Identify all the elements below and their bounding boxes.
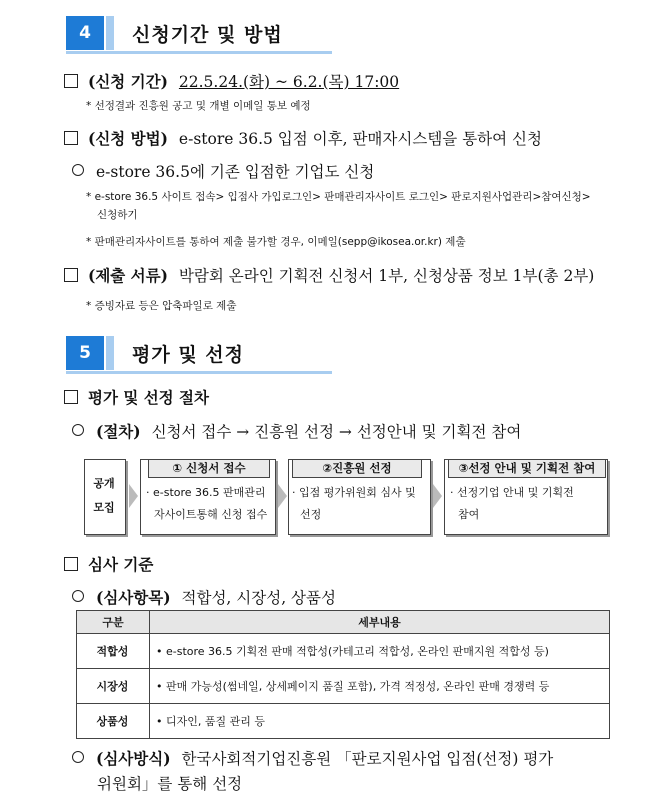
table-header: 세부내용 [150,611,610,634]
checkbox-icon [64,557,78,571]
criteria-title: 심사 기준 [88,555,154,574]
checkbox-icon [64,390,78,404]
flow-left-label-2: 모집 [93,501,115,514]
table-header: 구분 [77,611,150,634]
table-cell-value: • e-store 36.5 기획전 판매 적합성(카테고리 적합성, 온라인 판매지원 적합성 등) [150,634,610,669]
flow-step-2-body [292,482,416,526]
section-5-header [66,336,244,370]
circle-bullet-icon [72,751,84,763]
checkbox-icon [64,131,78,145]
period-line [64,70,399,92]
flow-arrow-icon [278,484,287,508]
section-rule [66,51,332,54]
docs-note: * 증빙자료 등은 압축파일로 제출 [86,300,237,312]
process-title-line [64,386,209,408]
circle-bullet-icon [72,590,84,602]
period-label: (신청 기간) [88,72,168,91]
flow-step-3-line1: · 선정기업 안내 및 기획전 [450,486,574,499]
flow-step-3-body [450,482,574,526]
circle-bullet-icon [72,424,84,436]
docs-line [64,264,594,286]
path-note-1: * e-store 36.5 사이트 접속> 입점사 가입로그인> 판매관리자사이트 로그인> 판로지원사업관리>참여신청> [86,191,591,203]
docs-label: (제출 서류) [88,266,168,285]
section-bar [106,336,114,370]
flow-step-1-line1: · e-store 36.5 판매관리 [146,486,266,499]
section-number: 4 [66,16,104,50]
table-header-row [77,611,610,634]
criteria-title-line [64,553,153,575]
table-cell-key: 상품성 [77,704,150,739]
criteria-table [76,610,610,739]
flow-arrow-icon [433,484,442,508]
flow-step-1-head: ① 신청서 접수 [148,459,270,478]
checkbox-icon [64,74,78,88]
table-row [77,704,610,739]
flow-step-2-line2: 선정 [300,508,322,521]
method-eval-label: (심사방식) [96,749,171,768]
path-note-2: 신청하기 [97,209,138,221]
section-title: 신청기간 및 방법 [132,23,283,46]
table-cell-value: • 디자인, 품질 관리 등 [150,704,610,739]
method-eval-value-2: 위원회」를 통해 선정 [97,775,243,793]
process-label: (절차) [96,422,141,441]
table-cell-value: • 판매 가능성(썸네일, 상세페이지 품질 포함), 가격 적정성, 온라인 판매 경쟁력 등 [150,669,610,704]
period-note: * 선정결과 진흥원 공고 및 개별 이메일 통보 예정 [86,100,311,112]
section-rule [66,371,332,374]
flow-step-2-line1: · 입점 평가위원회 심사 및 [292,486,416,499]
items-value: 적합성, 시장성, 상품성 [181,589,336,607]
flow-step-3-head: ③선정 안내 및 기획전 참여 [448,459,606,478]
flow-step-1-body [146,482,267,526]
process-value: 신청서 접수 → 진흥원 선정 → 선정안내 및 기획전 참여 [151,423,522,441]
flow-step-2-head: ②진흥원 선정 [292,459,422,478]
period-value: 22.5.24.(화) ~ 6.2.(목) 17:00 [178,73,400,91]
items-label: (심사항목) [96,588,171,607]
table-cell-key: 적합성 [77,634,150,669]
table-cell-key: 시장성 [77,669,150,704]
process-title: 평가 및 선정 절차 [88,388,210,407]
flow-left-label [84,472,124,520]
circle-bullet-icon [72,164,84,176]
existing-line [72,160,374,182]
email-note: * 판매관리자사이트를 통하여 제출 불가할 경우, 이메일(sepp@ikosea.or.kr) 제출 [86,236,466,248]
flow-step-1-line2: 자사이트통해 신청 접수 [154,508,268,521]
section-number: 5 [66,336,104,370]
table-row [77,634,610,669]
section-bar [106,16,114,50]
checkbox-icon [64,268,78,282]
existing-text: e-store 36.5에 기존 입점한 기업도 신청 [96,163,375,181]
method-value: e-store 36.5 입점 이후, 판매자시스템을 통하여 신청 [178,130,542,148]
docs-value: 박람회 온라인 기획전 신청서 1부, 신청상품 정보 1부(총 2부) [178,267,595,285]
items-line [72,586,336,608]
section-4-header [66,16,283,50]
section-title: 평가 및 선정 [132,343,244,366]
method-eval-value-1: 한국사회적기업진흥원 「판로지원사업 입점(선정) 평가 [181,750,554,768]
process-line [72,420,521,442]
method-label: (신청 방법) [88,129,168,148]
table-row [77,669,610,704]
method-line [64,127,542,149]
method-eval-line [72,747,553,769]
flow-step-3-line2: 참여 [458,508,480,521]
flow-arrow-icon [129,484,138,508]
flow-left-label-1: 공개 [93,477,115,490]
